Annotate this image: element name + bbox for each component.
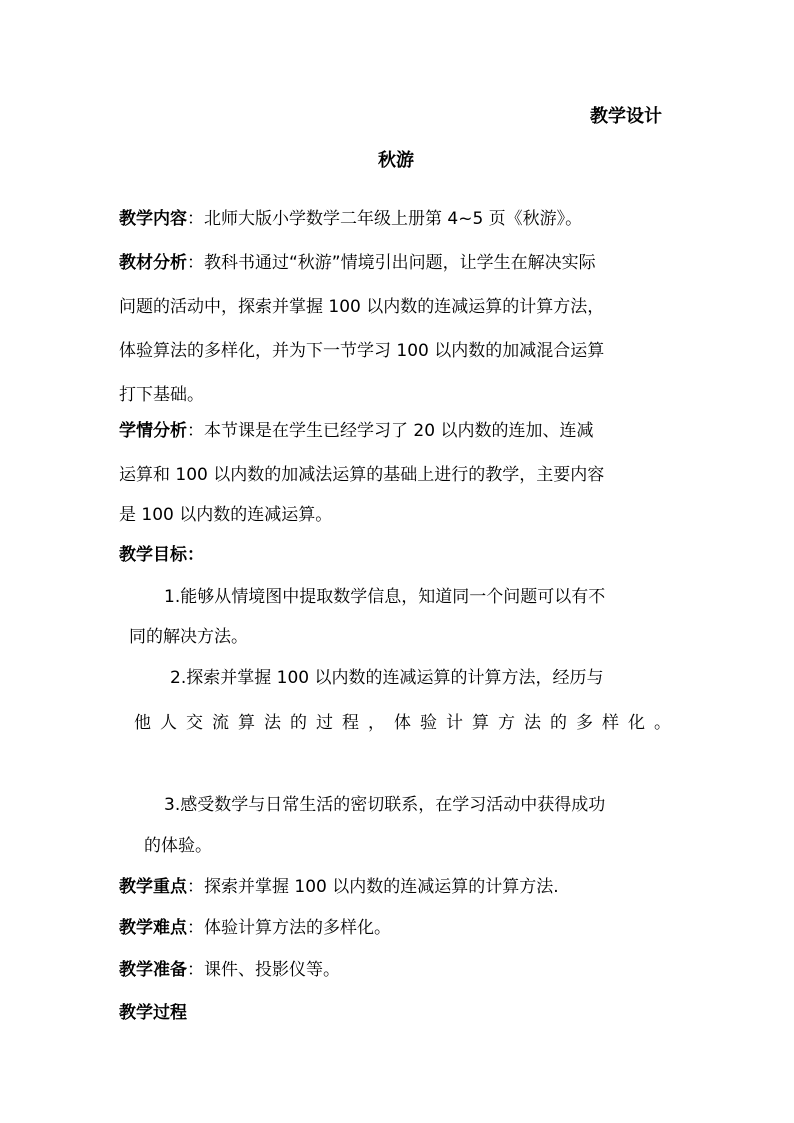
material-line: 体验算法的多样化，并为下一节学习 100 以内数的加减混合运算 xyxy=(119,341,605,361)
goal-item-1-line-2: 同的解决方法。 xyxy=(129,627,248,647)
key-point-paragraph xyxy=(119,876,559,898)
difficulty-paragraph xyxy=(119,917,391,939)
preparation-label: 教学准备 xyxy=(119,960,187,980)
goal-item-2-line-2: 他人交流算法的过程，体验计算方法的多样化。 xyxy=(134,713,680,733)
material-label: 教材分析 xyxy=(119,253,187,273)
goal-item-3-line-2: 的体验。 xyxy=(144,836,212,856)
header-title: 教学设计 xyxy=(590,106,662,127)
content-paragraph xyxy=(119,208,582,230)
material-line: 问题的活动中，探索并掌握 100 以内数的连减运算的计算方法， xyxy=(119,297,605,317)
students-paragraph-line-1 xyxy=(119,420,593,442)
goal-item-1-line-1: 1.能够从情境图中提取数学信息，知道同一个问题可以有不 xyxy=(164,587,606,607)
material-line: 打下基础。 xyxy=(119,385,204,405)
goal-item-3-line-1: 3.感受数学与日常生活的密切联系，在学习活动中获得成功 xyxy=(164,795,606,815)
key-point-label: 教学重点 xyxy=(119,877,187,897)
colon: ： xyxy=(187,253,204,273)
colon: ： xyxy=(187,877,204,897)
colon: ： xyxy=(187,421,204,441)
page-title: 秋游 xyxy=(378,150,414,171)
difficulty-text: 体验计算方法的多样化。 xyxy=(204,918,391,938)
goals-label: 教学目标： xyxy=(119,545,204,565)
preparation-text: 课件、投影仪等。 xyxy=(204,960,340,980)
goal-item-2-line-1: 2.探索并掌握 100 以内数的连减运算的计算方法，经历与 xyxy=(170,668,604,688)
students-line: 本节课是在学生已经学习了 20 以内数的连加、连减 xyxy=(204,421,594,441)
students-label: 学情分析 xyxy=(119,421,187,441)
colon: ： xyxy=(187,918,204,938)
colon: ： xyxy=(187,960,204,980)
colon: ： xyxy=(187,209,204,229)
material-paragraph-line-1 xyxy=(119,252,596,274)
process-heading: 教学过程 xyxy=(119,1003,187,1023)
content-text: 北师大版小学数学二年级上册第 4~5 页《秋游》。 xyxy=(204,209,583,229)
key-point-text: 探索并掌握 100 以内数的连减运算的计算方法. xyxy=(204,877,559,897)
difficulty-label: 教学难点 xyxy=(119,918,187,938)
students-line: 是 100 以内数的连减运算。 xyxy=(119,505,333,525)
content-label: 教学内容 xyxy=(119,209,187,229)
students-line: 运算和 100 以内数的加减法运算的基础上进行的教学，主要内容 xyxy=(119,465,605,485)
preparation-paragraph xyxy=(119,959,340,981)
material-line: 教科书通过“秋游”情境引出问题，让学生在解决实际 xyxy=(204,253,596,273)
